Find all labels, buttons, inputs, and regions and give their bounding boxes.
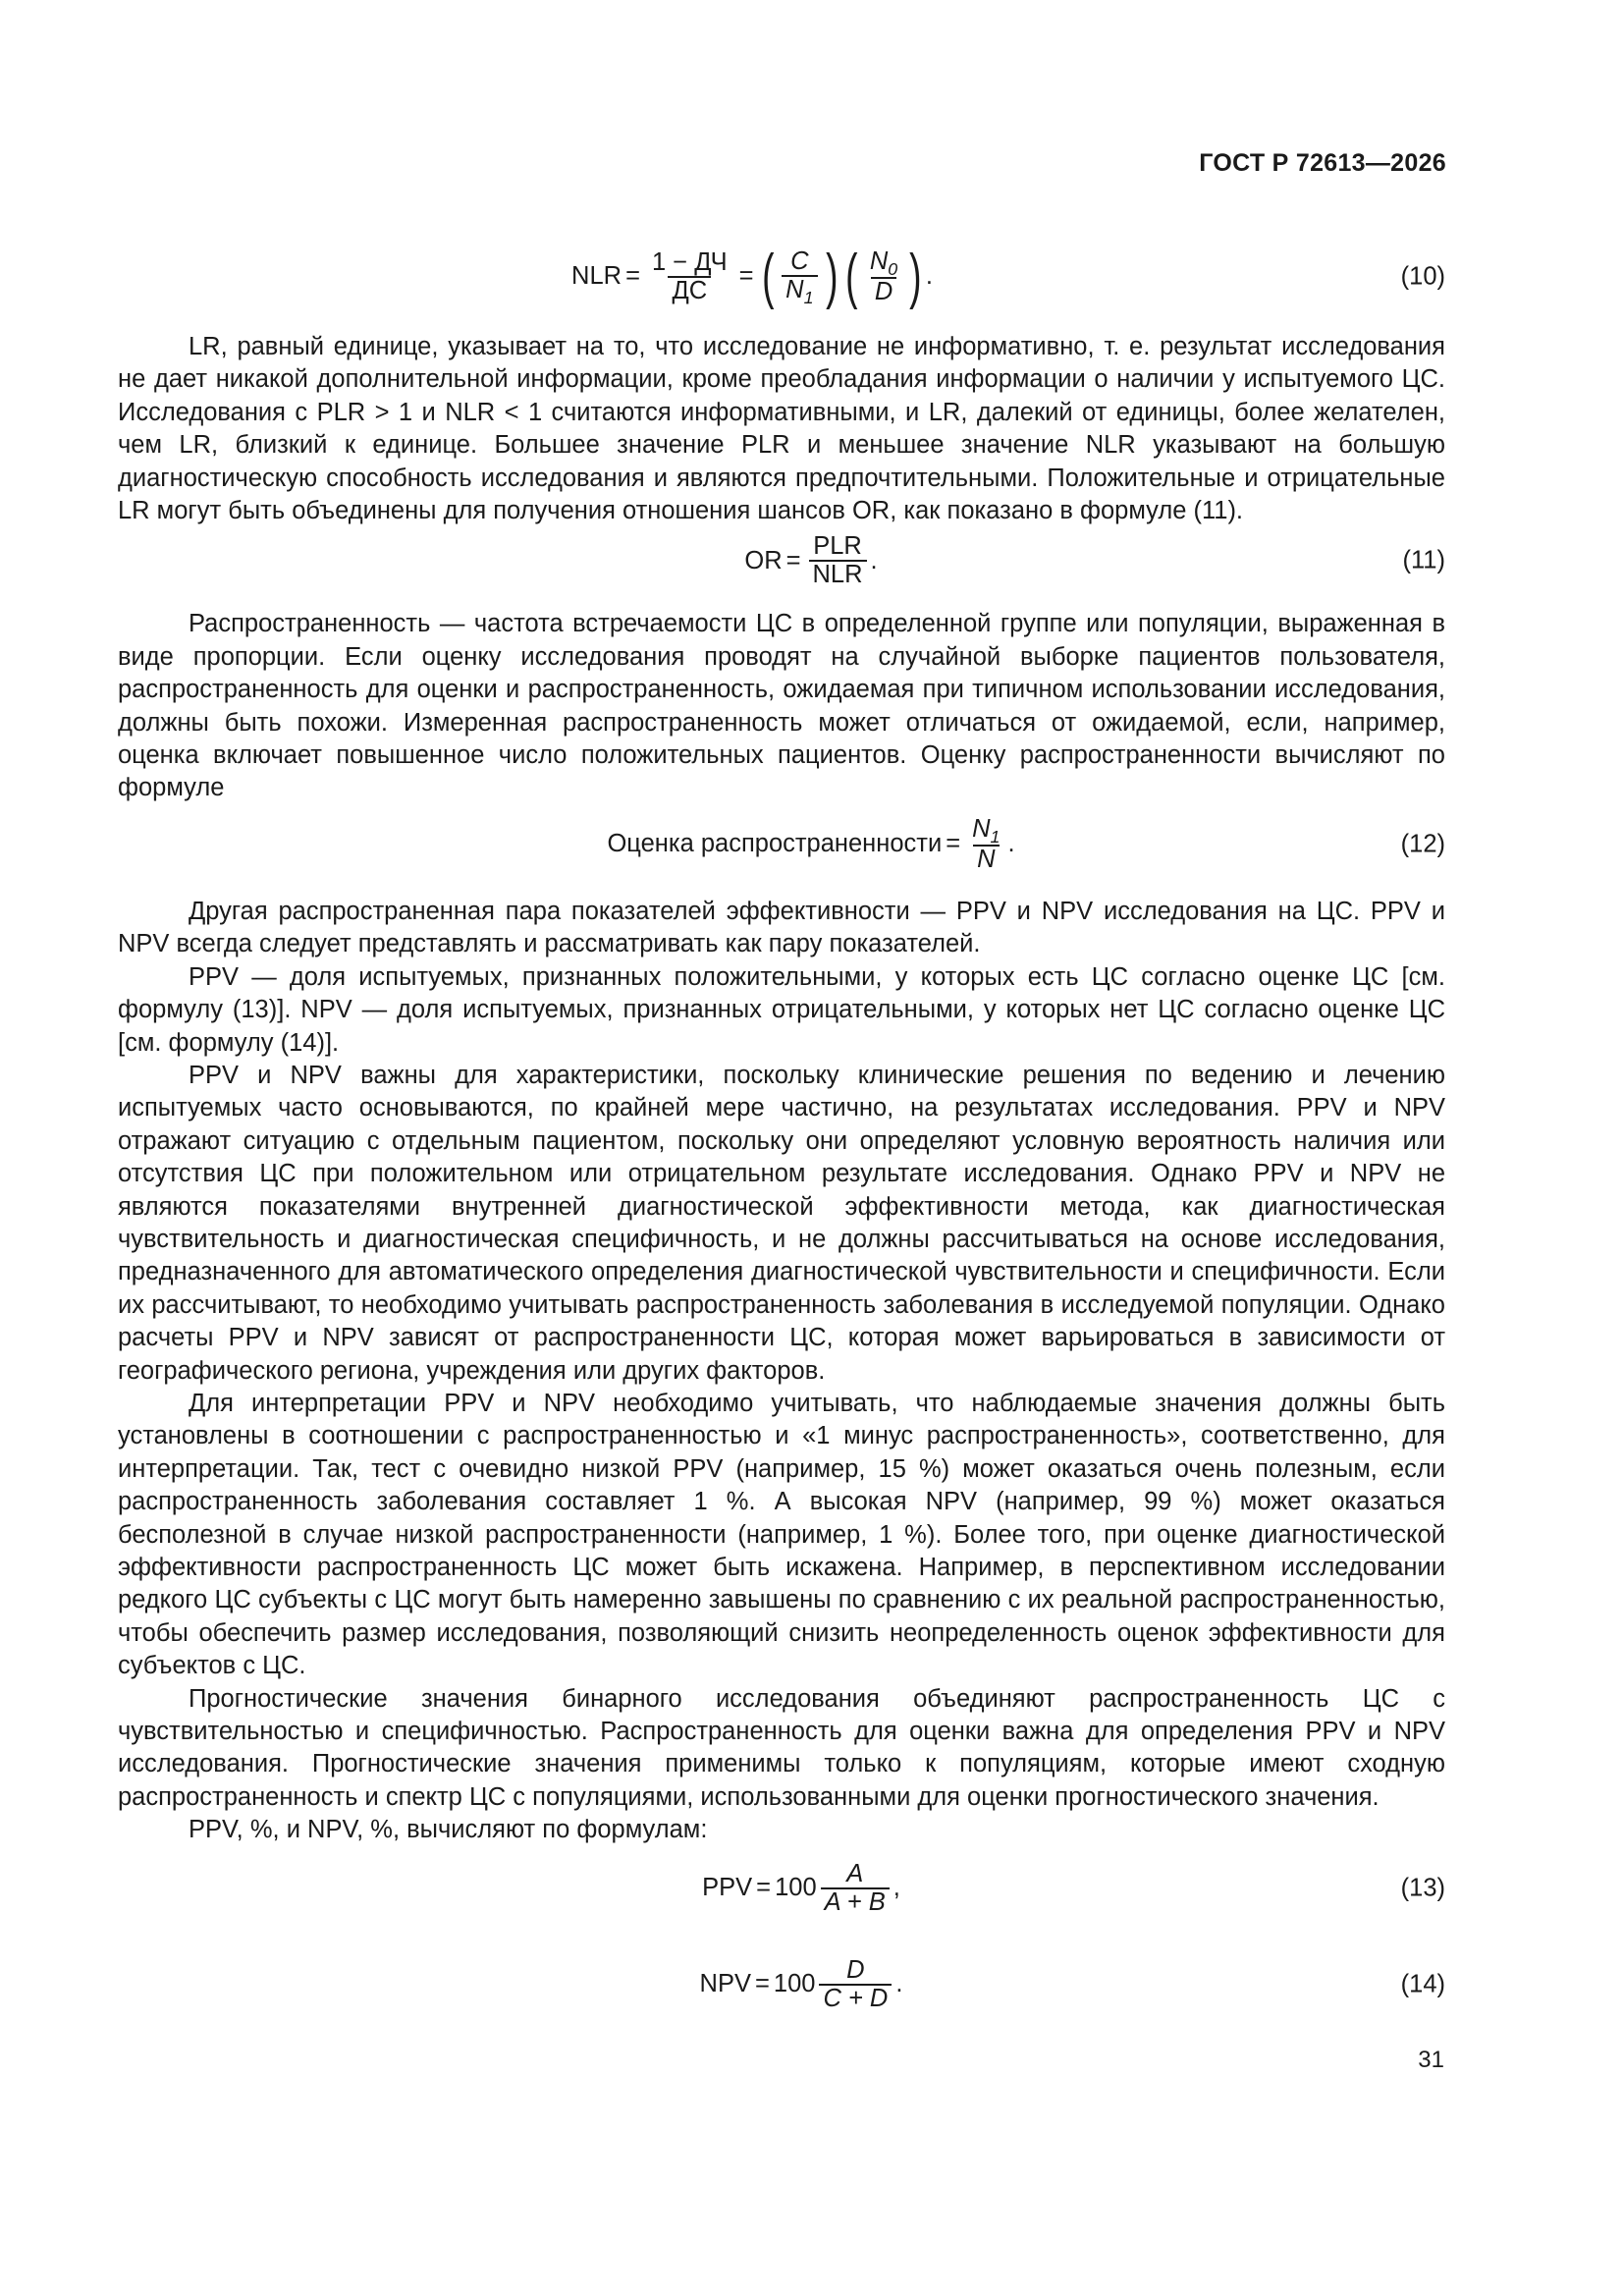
formula-13-coefficient: 100 — [775, 1873, 817, 1901]
formula-10: NLR = $\frac{1 - ДЧ}{ДС}$ = ( $\frac{C}{N_1}$ ) ( $\frac{N_0}{D}$ ) . (10) — [571, 243, 1445, 310]
paragraph-5: PPV и NPV важны для характеристики, поскольку клинические решения по ведению и лечению испытуемых часто основываются, по крайней мере частично, на результатах исследования. PPV и NPV отражают ситуацию с отдельным пациентом, поскольку они определяют условную вероятность наличия или отсутствия ЦС при положительном или отрицательном результате исследования. Однако PPV и NPV не являются показателями внутренней диагностической эффективности метода, как диагностическая чувствительность и диагностическая специфичность, и не должны рассчитываться на основе исследования, предназначенного для автоматического определения диагностической чувствительности и специфичности. Если их рассчитывают, то необходимо учитывать распространенность заболевания в исследуемой популяции. Однако расчеты PPV и NPV зависят от распространенности ЦС, которая может варьироваться в зависимости от географического региона, учреждения или других факторов. — [118, 1061, 1445, 1385]
formula-13-lhs: PPV — [702, 1873, 753, 1901]
formula-10-fraction-1: $\frac{1 - ДЧ}{ДС}$ — [651, 248, 728, 304]
formula-11: OR = $\frac{\text{PLR}}{\text{NLR}}$ . (11) — [744, 532, 1445, 589]
formula-14-number: (14) — [1400, 1969, 1445, 1997]
formula-12-number: (12) — [1400, 830, 1445, 858]
page-body — [118, 241, 1445, 2026]
formula-11-number: (11) — [1402, 546, 1445, 574]
formula-10-fraction-3: $\frac{N_0}{D}$ — [869, 247, 898, 305]
document-code: ГОСТ Р 72613—2026 — [1199, 149, 1446, 177]
formula-10-number: (10) — [1400, 262, 1445, 291]
formula-14-coefficient: 100 — [773, 1969, 816, 1997]
paragraph-3: Другая распространенная пара показателей эффективности — PPV и NPV исследования на ЦС. PPV и NPV всегда следует представлять и рассматривать как пару показателей. — [118, 897, 1445, 958]
formula-13-fraction: $\frac{A}{A + B}$ — [821, 1861, 890, 1916]
paragraph-4: PPV — доля испытуемых, признанных положительными, у которых есть ЦС согласно оценке ЦС [см. формулу (13)]. NPV — доля испытуемых, признанных отрицательными, у которых нет ЦС согласно оценке ЦС [см. формулу (14)]. — [118, 962, 1445, 1057]
formula-12: Оценка распространенности = $\frac{N_1}{N}$ . (12) — [607, 814, 1445, 873]
formula-13: PPV = 100 $\frac{A}{A + B}$ , (13) — [702, 1859, 1445, 1916]
formula-11-fraction: $\frac{\text{PLR}}{\text{NLR}}$ — [809, 533, 867, 588]
formula-12-lhs: Оценка распространенности — [607, 830, 943, 858]
paragraph-7: Прогностические значения бинарного исследования объединяют распространенность ЦС с чувствительностью и специфичностью. Распространенность для оценки важна для определения PPV и NPV исследования. Прогностические значения применимы только к популяциям, которые имеют сходную распространенность и спектр ЦС с популяциями, использованными для оценки прогностического значения. — [118, 1684, 1445, 1811]
formula-14: NPV = 100 $\frac{D}{C + D}$ . (14) — [699, 1955, 1445, 2012]
formula-10-lhs: NLR — [571, 262, 622, 291]
paragraph-8: PPV, %, и NPV, %, вычисляют по формулам: — [189, 1816, 708, 1844]
formula-10-fraction-2: $\frac{C}{N_1}$ — [782, 248, 817, 305]
paragraph-1: LR, равный единице, указывает на то, что исследование не информативно, т. е. результат исследования не дает никакой дополнительной информации, кроме преобладания информации о наличии у испытуемого ЦС. Исследования с PLR > 1 и NLR < 1 считаются информативными, и LR, далекий от единицы, более желателен, чем LR, близкий к единице. Большее значение PLR и меньшее значение NLR указывают на большую диагностическую способность исследования и являются предпочтительными. Положительные и отрицательные LR могут быть объединены для получения отношения шансов OR, как показано в формуле (11). — [118, 333, 1445, 525]
formula-13-number: (13) — [1400, 1873, 1445, 1901]
paragraph-6: Для интерпретации PPV и NPV необходимо учитывать, что наблюдаемые значения должны быть установлены в соотношении с распространенностью и «1 минус распространенность», соответственно, для интерпретации. Так, тест с очевидно низкой PPV (например, 15 %) может оказаться очень полезным, если распространенность заболевания составляет 1 %. А высокая NPV (например, 99 %) может оказаться бесполезной в случае низкой распространенности (например, 1 %). Более того, при оценке диагностической эффективности распространенность ЦС может быть искажена. Например, в перспективном исследовании редкого ЦС субъекты с ЦС могут быть намеренно завышены по сравнению с их реальной распространенностью, чтобы обеспечить размер исследования, позволяющий снизить неопределенность оценок эффективности для субъектов с ЦС. — [118, 1389, 1445, 1680]
page-number: 31 — [1418, 2047, 1444, 2073]
formula-14-fraction: $\frac{D}{C + D}$ — [819, 1957, 892, 2012]
formula-12-fraction: $\frac{N_1}{N}$ — [972, 814, 1001, 873]
formula-14-lhs: NPV — [699, 1969, 751, 1997]
formula-11-lhs: OR — [744, 546, 783, 574]
paragraph-2: Распространенность — частота встречаемости ЦС в определенной группе или популяции, выраженная в виде пропорции. Если оценку исследования проводят на случайной выборке пациентов пользователя, распространенность для оценки и распространенность, ожидаемая при типичном использовании исследования, должны быть похожи. Измеренная распространенность может отличаться от ожидаемой, если, например, оценка включает повышенное число положительных пациентов. Оценку распространенности вычисляют по формуле — [118, 610, 1445, 802]
